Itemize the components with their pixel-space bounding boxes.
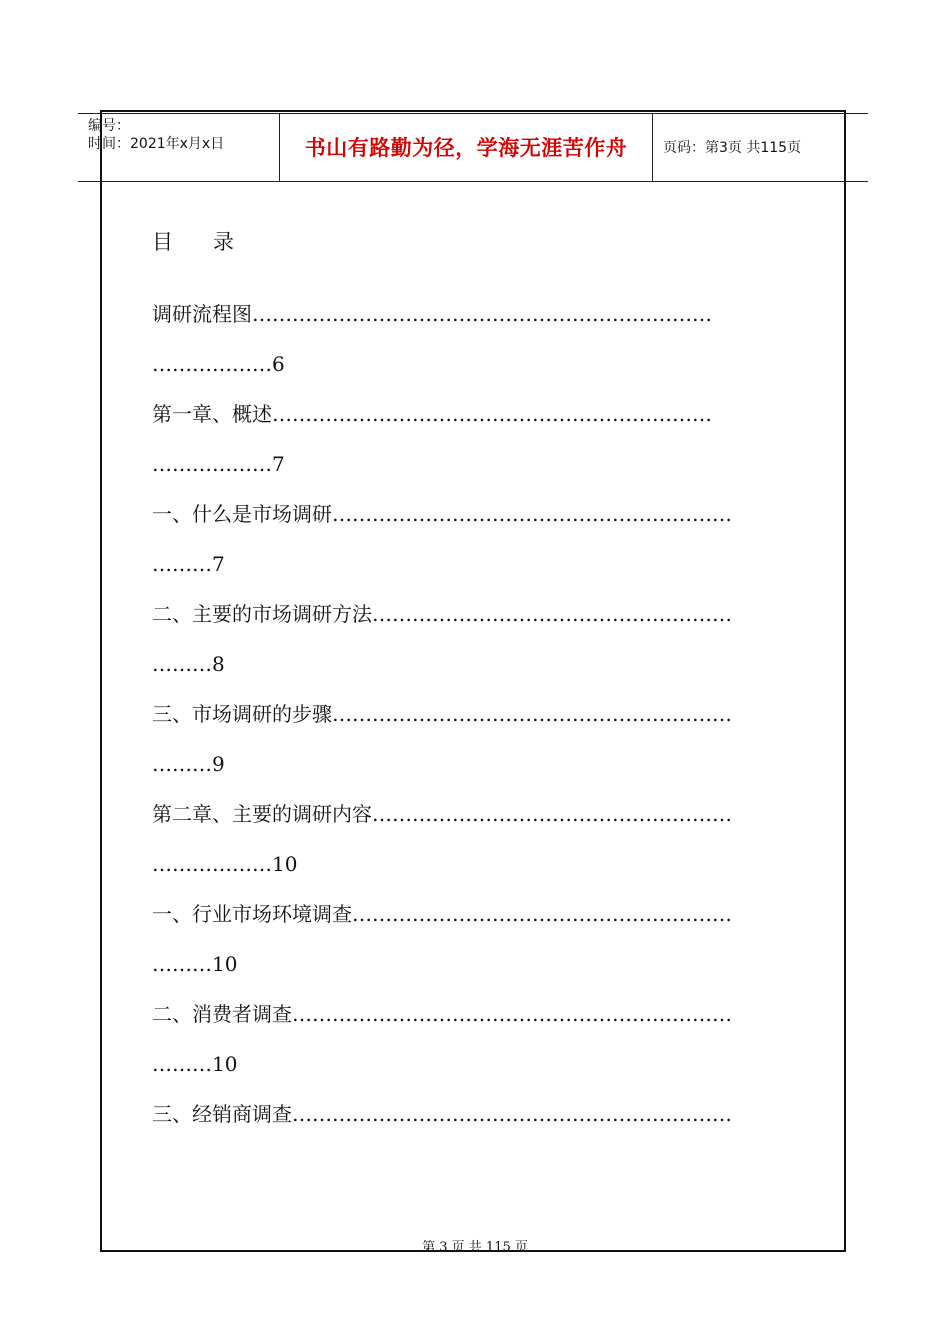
toc-title-char-1: 目 (152, 230, 173, 254)
toc-entry-page[interactable]: ………………6 (152, 352, 285, 376)
toc-entry[interactable]: 一、行业市场环境调查………………………………………………… (152, 902, 732, 926)
toc-entry-page[interactable]: ………9 (152, 752, 225, 776)
toc-entry[interactable]: 二、消费者调查………………………………………………………… (152, 1002, 732, 1026)
toc-entry-page[interactable]: ………10 (152, 952, 238, 976)
toc-entry-page[interactable]: ………………10 (152, 852, 298, 876)
toc-title-char-2: 录 (213, 230, 234, 254)
toc-entry[interactable]: 三、经销商调查………………………………………………………… (152, 1102, 732, 1126)
toc-list (152, 296, 780, 1146)
toc-entry-page[interactable]: ………10 (152, 1052, 238, 1076)
toc-entry-page[interactable]: ………………7 (152, 452, 285, 476)
header-bottom-rule (78, 181, 868, 182)
header-page-info: 页码：第3页 共115页 (663, 140, 802, 156)
toc-entry[interactable]: 第二章、主要的调研内容……………………………………………… (152, 802, 732, 826)
toc-entry[interactable]: 调研流程图…………………………………………………………… (152, 302, 712, 326)
toc-entry[interactable]: 三、市场调研的步骤…………………………………………………… (152, 702, 732, 726)
toc-entry-page[interactable]: ………8 (152, 652, 225, 676)
page-footer: 第 3 页 共 115 页 (422, 1240, 528, 1255)
header-meta (88, 117, 224, 153)
number-label: 编号： (88, 118, 130, 134)
toc-entry[interactable]: 二、主要的市场调研方法……………………………………………… (152, 602, 732, 626)
header-motto: 书山有路勤为径，学海无涯苦作舟 (304, 136, 628, 160)
toc-entry[interactable]: 第一章、概述………………………………………………………… (152, 402, 712, 426)
toc-title (152, 226, 234, 256)
time-label: 时间：2021年x月x日 (88, 136, 225, 152)
toc-entry-page[interactable]: ………7 (152, 552, 225, 576)
toc-entry[interactable]: 一、什么是市场调研…………………………………………………… (152, 502, 732, 526)
